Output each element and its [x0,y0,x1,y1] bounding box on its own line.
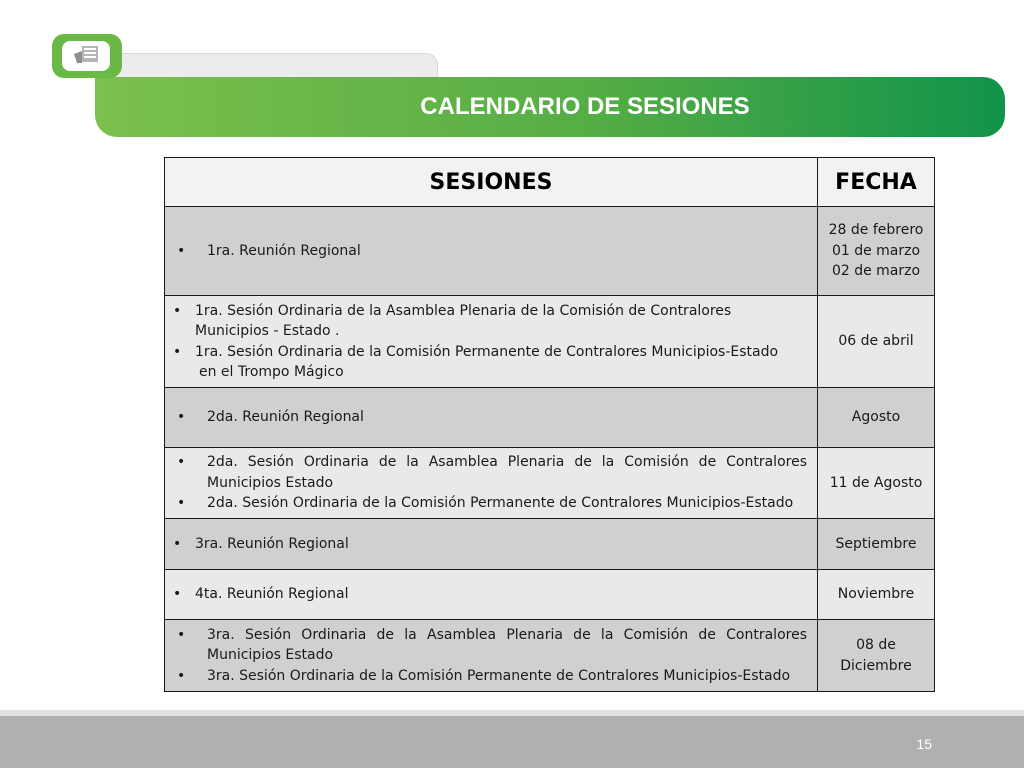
session-cell [165,296,818,388]
page-number: 15 [916,736,932,752]
table-header-row [165,158,935,207]
list-item: • 1ra. Sesión Ordinaria de la Asamblea Plenaria de la Comisión de Contralores Municipios - Estado . [173,301,807,342]
document-stack-icon [72,45,100,67]
list-item: • 2da. Reunión Regional [173,407,807,428]
date-line: 28 de febrero [828,222,924,239]
footer-divider [0,710,1024,716]
table-row [165,519,935,570]
sessions-table [164,157,935,692]
session-cell [165,519,818,570]
page-title: CALENDARIO DE SESIONES [420,93,750,120]
logo [52,34,122,78]
list-item: • 1ra. Sesión Ordinaria de la Comisión Permanente de Contralores Municipios-Estado en el Trompo Mágico [173,342,807,383]
date-cell [818,296,935,388]
footer-bar [0,710,1024,768]
session-cell [165,448,818,519]
date-line: 01 de marzo [831,242,921,259]
date-line: Septiembre [835,535,917,552]
list-item: • 3ra. Reunión Regional [173,534,807,555]
date-cell [818,570,935,620]
session-cell [165,620,818,692]
table-row [165,448,935,519]
date-line: Diciembre [840,657,912,674]
date-line: 11 de Agosto [829,474,923,491]
date-cell [818,519,935,570]
date-cell [818,620,935,692]
session-cell [165,388,818,448]
list-item: • 2da. Sesión Ordinaria de la Asamblea Plenaria de la Comisión de Contralores Municipios Estado [173,452,807,493]
list-item: • 3ra. Sesión Ordinaria de la Asamblea Plenaria de la Comisión de Contralores Municipios Estado [173,625,807,666]
date-cell [818,448,935,519]
date-line: 06 de abril [838,333,914,350]
session-cell [165,570,818,620]
title-banner [95,77,1005,137]
list-item: • 4ta. Reunión Regional [173,584,807,605]
date-line: 08 de [856,637,896,653]
list-item: • 2da. Sesión Ordinaria de la Comisión Permanente de Contralores Municipios-Estado [173,493,807,514]
table-row [165,296,935,388]
date-line: Agosto [851,409,901,426]
table-row [165,570,935,620]
date-cell [818,388,935,448]
list-item: • 3ra. Sesión Ordinaria de la Comisión Permanente de Contralores Municipios-Estado [173,666,807,687]
date-line: Noviembre [837,586,915,603]
header-fecha: FECHA [818,158,935,207]
table-row [165,388,935,448]
list-item: • 1ra. Reunión Regional [173,241,807,262]
date-cell [818,207,935,296]
table-row [165,207,935,296]
date-line: 02 de marzo [831,263,921,280]
header-sesiones: SESIONES [165,158,818,207]
table-row [165,620,935,692]
session-cell [165,207,818,296]
